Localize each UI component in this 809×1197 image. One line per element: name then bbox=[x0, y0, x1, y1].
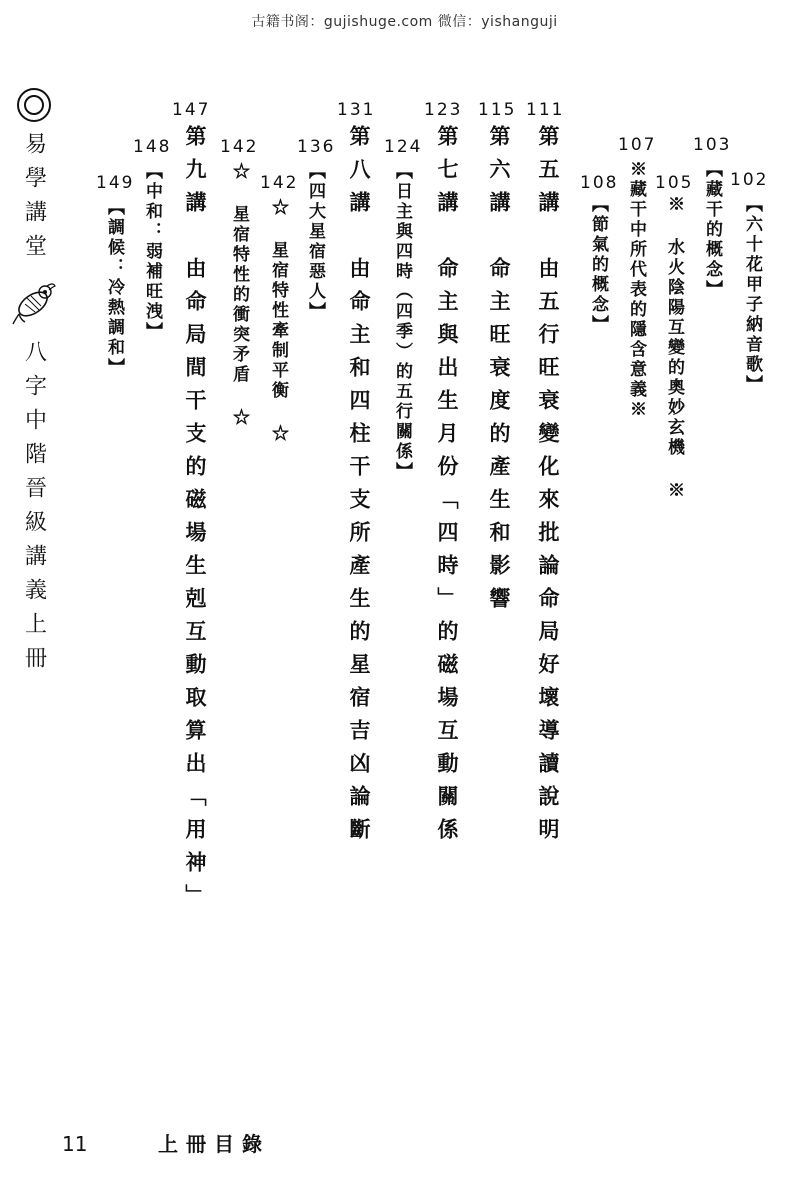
toc-entry-115: 第六講 命主旺衰度的產生和影響 bbox=[487, 125, 512, 620]
toc-entry-148: 【中和：弱補旺洩】 bbox=[142, 162, 162, 342]
toc-entry-102: 【六十花甲子納音歌】 bbox=[742, 195, 762, 395]
double-circle-icon bbox=[17, 88, 51, 122]
toc-entry-131: 第八講 由命主和四柱干支所產生的星宿吉凶論斷 bbox=[347, 125, 372, 851]
page-number-105: 105 bbox=[655, 173, 694, 193]
page-number-142-a: 142 bbox=[260, 173, 299, 193]
toc-entry-136: 【四大星宿惡人】 bbox=[305, 162, 325, 322]
fish-emblem-icon bbox=[11, 276, 57, 328]
page-number-136: 136 bbox=[297, 137, 336, 157]
toc-entry-105: ※ 水火陰陽互變的奧妙玄機 ※ bbox=[664, 195, 684, 501]
footer-section-label: 上冊目錄 bbox=[158, 1132, 270, 1156]
page-number-107: 107 bbox=[618, 135, 657, 155]
toc-entry-149: 【調候：冷熱調和】 bbox=[104, 198, 124, 378]
toc-entry-147: 第九講 由命局間干支的磁場生剋互動取算出「用神」 bbox=[183, 125, 208, 917]
toc-entry-107: ※藏干中所代表的隱含意義※ bbox=[626, 160, 646, 420]
toc-entry-124: 【日主與四時︵四季︶的五行關係】 bbox=[392, 162, 412, 482]
page-number-111: 111 bbox=[526, 100, 565, 120]
side-header bbox=[10, 88, 58, 680]
page-number-142-b: 142 bbox=[220, 137, 259, 157]
page-number-148: 148 bbox=[133, 137, 172, 157]
toc-entry-142-a: ☆ 星宿特性牽制平衡 ☆ bbox=[268, 198, 288, 444]
footer-page-number: 11 bbox=[62, 1132, 88, 1156]
toc-entry-142-b: ☆ 星宿特性的衝突矛盾 ☆ bbox=[229, 162, 249, 428]
watermark-text: 古籍书阁：gujishuge.com 微信：yishanguji bbox=[251, 14, 558, 30]
toc-entry-103: 【藏干的概念】 bbox=[702, 160, 722, 300]
toc-entry-123: 第七講 命主與出生月份「四時」的磁場互動關係 bbox=[435, 125, 460, 851]
page-number-108: 108 bbox=[580, 173, 619, 193]
school-title: 易學講堂 bbox=[21, 132, 47, 268]
page-number-131: 131 bbox=[337, 100, 376, 120]
page-number-115: 115 bbox=[478, 100, 517, 120]
page-number-103: 103 bbox=[693, 135, 732, 155]
toc-entry-108: 【節氣的概念】 bbox=[588, 195, 608, 335]
page-number-124: 124 bbox=[384, 137, 423, 157]
page-number-149: 149 bbox=[96, 173, 135, 193]
page-number-102: 102 bbox=[730, 170, 769, 190]
toc-entry-111: 第五講 由五行旺衰變化來批論命局好壞導讀說明 bbox=[536, 125, 561, 851]
page-number-123: 123 bbox=[424, 100, 463, 120]
book-title: 八字中階晉級講義上冊 bbox=[21, 340, 47, 680]
page-number-147: 147 bbox=[172, 100, 211, 120]
